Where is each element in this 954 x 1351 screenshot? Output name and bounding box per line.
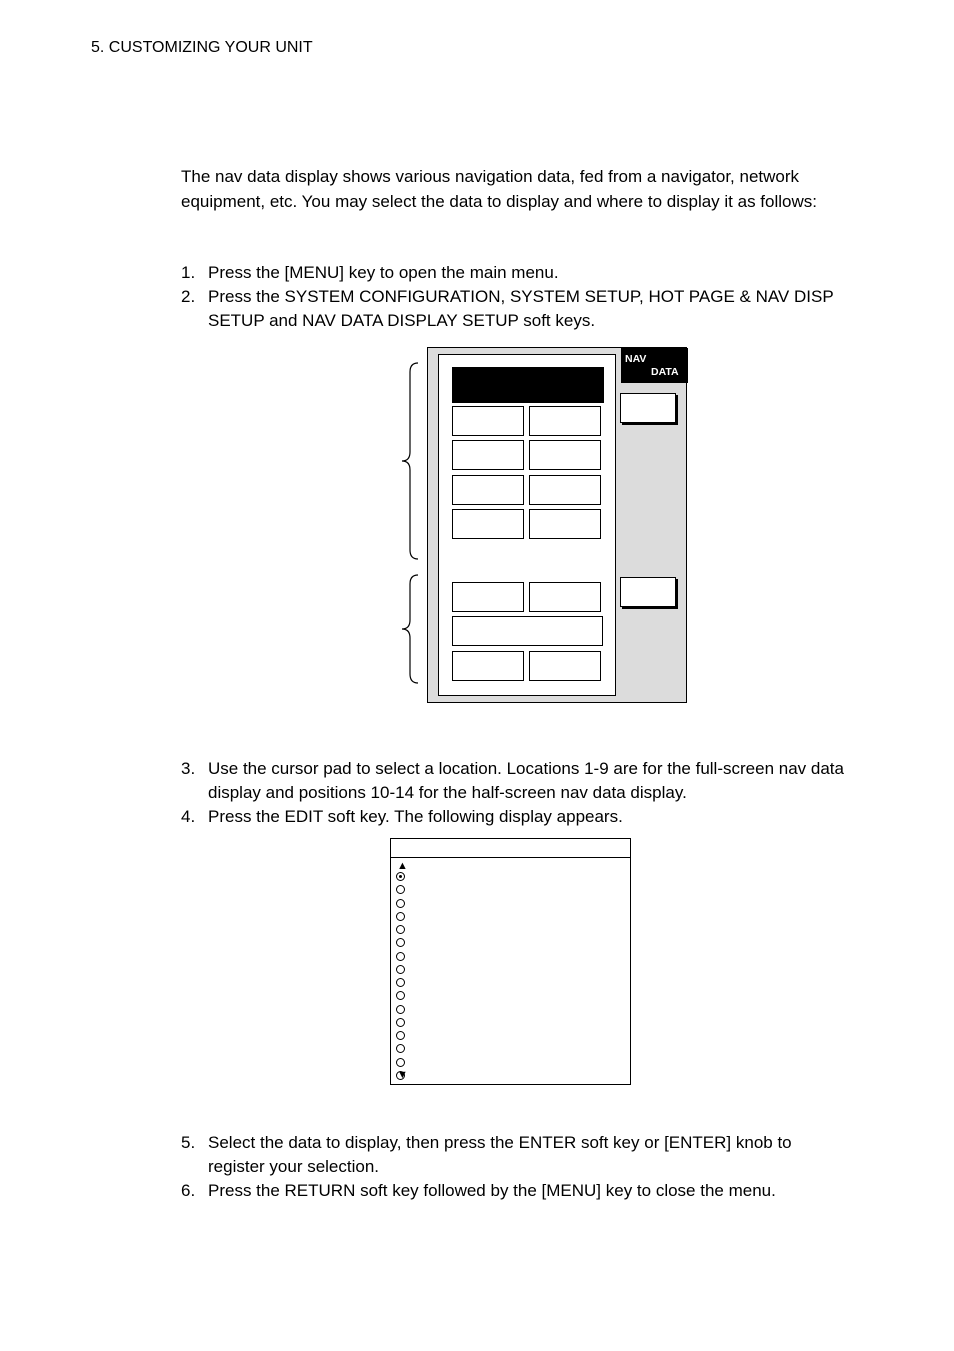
data-option-radio[interactable] xyxy=(396,925,405,934)
location-cell[interactable] xyxy=(452,582,524,612)
step-4 xyxy=(181,805,851,829)
data-option-radio[interactable] xyxy=(396,952,405,961)
data-option-radio[interactable] xyxy=(396,885,405,894)
data-option-radio[interactable] xyxy=(396,912,405,921)
data-option-radio[interactable] xyxy=(396,1005,405,1014)
step-text: Use the cursor pad to select a location. Locations 1-9 are for the full-screen nav data display and positions 10-14 for the half-screen nav data display. xyxy=(208,759,844,802)
step-1 xyxy=(181,261,851,285)
location-cell[interactable] xyxy=(452,616,603,646)
data-option-radio[interactable] xyxy=(396,978,405,987)
nav-data-setup-figure xyxy=(427,347,687,703)
steps-list-c xyxy=(181,1131,851,1203)
scroll-down-arrow-icon[interactable]: ▼ xyxy=(397,1069,408,1081)
steps-list-a xyxy=(181,261,851,333)
data-option-radio[interactable] xyxy=(396,938,405,947)
data-option-radio[interactable] xyxy=(396,965,405,974)
running-header: 5. CUSTOMIZING YOUR UNIT xyxy=(91,39,313,56)
scroll-up-arrow-icon[interactable]: ▲ xyxy=(397,860,408,872)
data-option-radio[interactable] xyxy=(396,872,405,881)
step-number: 5. xyxy=(181,1133,196,1152)
step-text: Select the data to display, then press the ENTER soft key or [ENTER] knob to register your selection. xyxy=(208,1133,792,1176)
half-screen-bracket xyxy=(402,575,418,683)
location-cell[interactable] xyxy=(452,440,524,470)
tab-label-line2: DATA xyxy=(651,366,679,378)
data-option-radio[interactable] xyxy=(396,1031,405,1040)
location-cell[interactable] xyxy=(529,651,601,681)
location-cell[interactable] xyxy=(529,406,601,436)
nav-data-tab xyxy=(621,348,688,383)
data-option-radio[interactable] xyxy=(396,899,405,908)
step-number: 1. xyxy=(181,263,196,282)
step-3 xyxy=(181,757,851,805)
location-cell[interactable] xyxy=(452,509,524,539)
tab-label-line1: NAV xyxy=(625,353,647,365)
step-number: 2. xyxy=(181,287,196,306)
step-5 xyxy=(181,1131,851,1179)
location-layout-panel xyxy=(438,354,616,696)
full-screen-bracket xyxy=(402,363,418,559)
panel-title-bar xyxy=(452,367,604,403)
location-cell[interactable] xyxy=(529,509,601,539)
location-cell[interactable] xyxy=(452,406,524,436)
location-cell[interactable] xyxy=(452,651,524,681)
soft-key-bottom[interactable] xyxy=(620,577,676,607)
data-option-radio[interactable] xyxy=(396,1018,405,1027)
bracket-braces xyxy=(398,360,424,690)
data-option-radio[interactable] xyxy=(396,1071,405,1080)
location-cell[interactable] xyxy=(452,475,524,505)
step-text: Press the SYSTEM CONFIGURATION, SYSTEM SETUP, HOT PAGE & NAV DISP SETUP and NAV DATA DISPLAY SETUP soft keys. xyxy=(208,287,834,330)
location-cell[interactable] xyxy=(529,475,601,505)
steps-list-b xyxy=(181,757,851,829)
data-option-radio[interactable] xyxy=(396,991,405,1000)
step-number: 6. xyxy=(181,1181,196,1200)
soft-key-top[interactable] xyxy=(620,393,676,423)
step-number: 4. xyxy=(181,807,196,826)
location-cell[interactable] xyxy=(529,582,601,612)
step-text: Press the [MENU] key to open the main menu. xyxy=(208,263,559,282)
data-option-radio[interactable] xyxy=(396,1044,405,1053)
window-title-bar xyxy=(391,839,630,858)
data-option-radio[interactable] xyxy=(396,1058,405,1067)
step-6 xyxy=(181,1179,851,1203)
step-text: Press the EDIT soft key. The following display appears. xyxy=(208,807,623,826)
step-2 xyxy=(181,285,851,333)
step-number: 3. xyxy=(181,759,196,778)
step-text: Press the RETURN soft key followed by the [MENU] key to close the menu. xyxy=(208,1181,776,1200)
intro-paragraph: The nav data display shows various navigation data, fed from a navigator, network equipment, etc. You may select the data to display and where to display it as follows: xyxy=(181,167,817,211)
location-cell[interactable] xyxy=(529,440,601,470)
data-selection-window xyxy=(390,838,631,1085)
